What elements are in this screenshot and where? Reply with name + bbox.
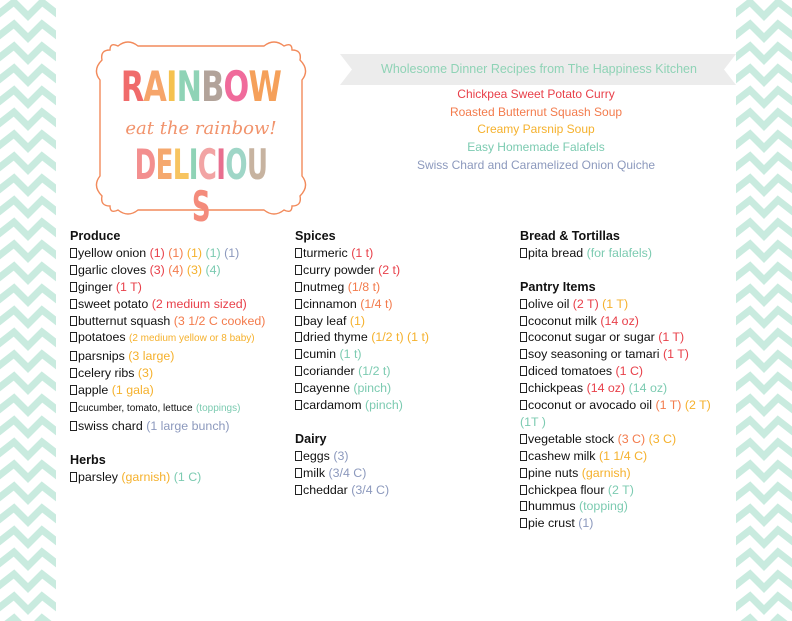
quantity-note: (2 medium yellow or 8 baby) (129, 333, 255, 345)
ingredient-name: pine nuts (528, 465, 579, 480)
chevron-stripe (0, 244, 56, 258)
list-item (520, 363, 732, 380)
section-heading: Herbs (70, 452, 106, 467)
list-item (520, 431, 732, 448)
checkbox[interactable] (70, 351, 77, 361)
checkbox[interactable] (70, 299, 77, 309)
chevron-stripe (736, 222, 792, 236)
quantity-note: (1 gala) (111, 383, 154, 398)
ingredient-name: apple (78, 383, 109, 398)
checkbox[interactable] (70, 368, 77, 378)
checkbox[interactable] (70, 472, 77, 482)
quantity-note: (1) (168, 245, 184, 260)
chevron-stripe (0, 442, 56, 456)
checkbox[interactable] (70, 265, 77, 275)
ingredient-name: cardamom (303, 398, 362, 413)
recipe-list (336, 86, 736, 175)
checkbox[interactable] (295, 383, 302, 393)
ingredient-name: coconut or avocado oil (528, 398, 652, 413)
recipe-title: Easy Homemade Falafels (467, 140, 605, 155)
ingredient-name: turmeric (303, 245, 348, 260)
checkbox[interactable] (70, 332, 77, 342)
quantity-note: (14 oz) (600, 313, 639, 328)
chevron-stripe (0, 552, 56, 566)
quantity-note: (1 t) (339, 347, 362, 362)
list-item (295, 279, 515, 296)
ingredient-name: parsnips (78, 349, 125, 364)
chevron-stripe (736, 442, 792, 456)
quantity-note: (1 T) (602, 296, 629, 311)
ingredient-name: ginger (78, 279, 113, 294)
chevron-stripe (0, 222, 56, 236)
checkbox[interactable] (295, 299, 302, 309)
quantity-note: (14 oz) (586, 381, 626, 396)
quantity-note: (2 medium sized) (151, 296, 247, 311)
ingredient-name: coriander (303, 364, 355, 379)
checkbox[interactable] (295, 316, 302, 326)
chevron-stripe (736, 354, 792, 368)
quantity-note: (1 large bunch) (146, 418, 230, 433)
banner-title: Wholesome Dinner Recipes from The Happiness Kitchen (381, 62, 697, 76)
chevron-stripe (736, 464, 792, 478)
ingredient-name: cayenne (303, 381, 350, 396)
quantity-note: (3) (186, 262, 203, 277)
checkbox[interactable] (295, 265, 302, 275)
rainbow-letter: R (120, 62, 144, 111)
ingredient-name: vegetable stock (528, 431, 615, 446)
ingredient-name: garlic cloves (78, 262, 147, 277)
checkbox[interactable] (70, 421, 77, 431)
chevron-stripe (736, 178, 792, 192)
chevron-stripe (736, 134, 792, 148)
quantity-note: (3) (333, 448, 349, 463)
chevron-stripe (736, 398, 792, 412)
chevron-stripe (0, 596, 56, 610)
ingredient-name: chickpea flour (528, 482, 605, 497)
rainbow-letter: W (248, 62, 282, 111)
rainbow-letter: N (176, 62, 202, 111)
list-item (520, 296, 732, 313)
list-item (70, 348, 290, 365)
list-item (70, 279, 290, 296)
quantity-note: (3/4 C) (351, 482, 390, 497)
checkbox[interactable] (70, 282, 77, 292)
ingredient-name: diced tomatoes (528, 364, 613, 379)
quantity-note: (1/8 t) (347, 279, 381, 294)
chevron-stripe (0, 90, 56, 104)
quantity-note: (pinch) (353, 381, 392, 396)
quantity-note: (1T ) (520, 414, 546, 429)
list-item-continuation (520, 414, 732, 431)
ingredient-name: cumin (303, 347, 337, 362)
chevron-stripe (0, 464, 56, 478)
delicious-letter: I (188, 140, 198, 189)
ingredient-name: bay leaf (303, 313, 347, 328)
chevron-stripe (736, 376, 792, 390)
list-item (295, 482, 515, 499)
quantity-note: (1/2 t) (358, 364, 391, 379)
rainbow-letter: O (223, 62, 249, 111)
ingredient-name: chickpeas (528, 381, 584, 396)
logo-delicious-word (131, 140, 271, 231)
section-heading: Produce (70, 229, 121, 243)
logo-rainbow-word (120, 62, 283, 111)
chevron-stripe (0, 200, 56, 214)
ingredient-name: cinnamon (303, 296, 357, 311)
chevron-stripe (0, 310, 56, 324)
chevron-stripe (736, 552, 792, 566)
ingredient-name: coconut milk (528, 313, 597, 328)
checkbox[interactable] (520, 316, 527, 326)
list-item (70, 329, 290, 348)
chevron-stripe (736, 332, 792, 346)
quantity-note: (14 oz) (628, 381, 668, 396)
delicious-letter: I (216, 140, 226, 189)
quantity-note: (2 T) (684, 398, 711, 413)
ingredient-name: pie crust (528, 516, 575, 531)
checkbox[interactable] (295, 400, 302, 410)
chevron-stripe (736, 266, 792, 280)
delicious-letter: E (155, 140, 173, 189)
list-item (295, 329, 515, 346)
ingredient-name: cheddar (303, 482, 348, 497)
checkbox[interactable] (70, 385, 77, 395)
ingredient-name: parsley (78, 469, 118, 484)
content-area (56, 0, 736, 621)
checkbox[interactable] (520, 485, 527, 495)
ingredient-name: nutmeg (303, 279, 345, 294)
quantity-note: (1) (349, 313, 366, 328)
quantity-note: (1 T) (115, 279, 142, 294)
chevron-stripe (736, 90, 792, 104)
chevron-stripe (0, 2, 56, 16)
ingredient-name: curry powder (303, 262, 375, 277)
delicious-letter: S (191, 182, 211, 231)
quantity-note: (topping) (578, 499, 628, 514)
list-item (70, 296, 290, 313)
chevron-stripe (0, 134, 56, 148)
quantity-note: (3) (149, 262, 165, 277)
ingredient-name: hummus (528, 499, 576, 514)
list-item (520, 380, 732, 397)
chevron-stripe (736, 244, 792, 258)
checkbox[interactable] (295, 366, 302, 376)
chevron-stripe (736, 530, 792, 544)
list-item (295, 380, 515, 397)
list-item (70, 245, 290, 262)
checkbox[interactable] (520, 501, 527, 511)
chevron-stripe (0, 574, 56, 588)
list-item (70, 418, 290, 435)
ingredient-name: swiss chard (78, 418, 143, 433)
checkbox[interactable] (70, 248, 77, 258)
chevron-stripe (736, 24, 792, 38)
list-item (70, 262, 290, 279)
quantity-note: (1 T) (655, 398, 682, 413)
checkbox[interactable] (520, 451, 527, 461)
list-item (520, 313, 732, 330)
recipe-title: Swiss Chard and Caramelized Onion Quiche (416, 157, 656, 172)
chevron-stripe (0, 332, 56, 346)
chevron-stripe (0, 112, 56, 126)
column-spices-dairy (295, 228, 515, 498)
checkbox[interactable] (520, 383, 527, 393)
quantity-note: (garnish) (581, 465, 631, 480)
chevron-stripe (0, 486, 56, 500)
checkbox[interactable] (70, 402, 77, 412)
quantity-note: (1) (224, 245, 240, 260)
list-item (520, 465, 732, 482)
ingredient-name: pita bread (528, 245, 584, 260)
checkbox[interactable] (520, 434, 527, 444)
ingredient-name: cashew milk (528, 448, 596, 463)
checkbox[interactable] (520, 366, 527, 376)
chevron-stripe (736, 486, 792, 500)
checkbox[interactable] (295, 485, 302, 495)
ingredient-name: yellow onion (78, 245, 147, 260)
list-item (520, 397, 732, 414)
chevron-stripe (736, 68, 792, 82)
quantity-note: (1 T) (663, 347, 689, 362)
list-item (520, 515, 732, 532)
section-heading: Pantry Items (520, 279, 596, 294)
quantity-note: (3) (137, 366, 154, 381)
delicious-letter: L (172, 140, 189, 189)
ingredient-name: butternut squash (78, 313, 171, 328)
recipe-title: Roasted Butternut Squash Soup (449, 104, 623, 119)
quantity-note: (1) (205, 245, 221, 260)
quantity-note: (4) (205, 262, 221, 277)
ingredient-name: potatoes (78, 330, 126, 345)
quantity-note: (2 T) (572, 296, 599, 311)
list-item (295, 245, 515, 262)
chevron-stripe (0, 398, 56, 412)
chevron-stripe (0, 354, 56, 368)
delicious-letter: D (134, 140, 156, 189)
quantity-note: (1 C) (615, 364, 644, 379)
list-item (70, 469, 290, 486)
quantity-note: (1 t) (351, 245, 374, 260)
quantity-note: (for falafels) (586, 245, 652, 260)
quantity-note: (1/4 t) (360, 296, 393, 311)
ingredient-name: soy seasoning or tamari (528, 347, 660, 362)
checkbox[interactable] (295, 349, 302, 359)
chevron-stripe (736, 156, 792, 170)
recipe-title: Creamy Parsnip Soup (477, 122, 595, 137)
chevron-border-left (0, 0, 56, 621)
recipe-title: Chickpea Sweet Potato Curry (457, 87, 615, 101)
list-item (520, 245, 732, 262)
section-heading: Dairy (295, 431, 327, 446)
checkbox[interactable] (520, 248, 527, 258)
chevron-stripe (736, 574, 792, 588)
quantity-note: (1) (186, 245, 203, 260)
chevron-stripe (736, 310, 792, 324)
chevron-stripe (0, 68, 56, 82)
chevron-stripe (736, 200, 792, 214)
ingredient-name: celery ribs (78, 366, 135, 381)
chevron-stripe (0, 288, 56, 302)
rainbow-letter: A (143, 62, 167, 111)
ingredient-name: olive oil (528, 296, 570, 311)
chevron-stripe (0, 530, 56, 544)
rainbow-letter: B (201, 62, 224, 111)
list-item (295, 397, 515, 414)
checkbox[interactable] (295, 332, 302, 342)
section-heading: Bread & Tortillas (520, 229, 620, 243)
quantity-note: (3 1/2 C cooked) (173, 313, 266, 328)
ingredient-name: eggs (303, 448, 330, 463)
list-item (295, 296, 515, 313)
rainbow-delicious-logo (88, 40, 314, 231)
checkbox[interactable] (520, 400, 527, 410)
checkbox[interactable] (70, 316, 77, 326)
quantity-note: (1 t) (407, 330, 430, 345)
chevron-stripe (0, 178, 56, 192)
quantity-note: (1) (578, 516, 594, 531)
list-item (295, 346, 515, 363)
delicious-letter: O (225, 140, 247, 189)
list-item (520, 482, 732, 499)
quantity-note: (2 T) (607, 482, 634, 497)
ingredient-name: dried thyme (303, 330, 368, 345)
quantity-note: (3 C) (617, 431, 646, 446)
checkbox[interactable] (295, 282, 302, 292)
quantity-note: (1 1/4 C) (598, 448, 648, 463)
checkbox[interactable] (520, 349, 527, 359)
ingredient-name: coconut sugar or sugar (528, 330, 655, 345)
checkbox[interactable] (295, 451, 302, 461)
chevron-stripe (736, 46, 792, 60)
chevron-stripe (0, 420, 56, 434)
checkbox[interactable] (295, 248, 302, 258)
quantity-note: (4) (168, 262, 184, 277)
chevron-stripe (0, 156, 56, 170)
quantity-note: (3 large) (128, 349, 175, 364)
column-produce-herbs (70, 228, 290, 486)
list-item (520, 329, 732, 346)
ingredient-name: cucumber, tomato, lettuce (78, 403, 193, 415)
list-item (70, 313, 290, 330)
chevron-stripe (736, 112, 792, 126)
checkbox[interactable] (520, 299, 527, 309)
list-item (295, 448, 515, 465)
ingredient-name: sweet potato (78, 296, 149, 311)
quantity-note: (1) (149, 245, 165, 260)
list-item (295, 465, 515, 482)
list-item (70, 399, 290, 418)
quantity-note: (1/2 t) (371, 330, 404, 345)
quantity-note: (1 T) (658, 330, 685, 345)
quantity-note: (toppings) (195, 403, 241, 415)
list-item (70, 382, 290, 399)
quantity-note: (1 C) (173, 469, 202, 484)
title-banner (340, 54, 736, 85)
checkbox[interactable] (295, 468, 302, 478)
quantity-note: (garnish) (121, 469, 171, 484)
column-bread-pantry (520, 228, 732, 532)
checkbox[interactable] (520, 468, 527, 478)
chevron-stripe (736, 288, 792, 302)
rainbow-letter: I (166, 62, 177, 111)
chevron-stripe (0, 376, 56, 390)
quantity-note: (3 C) (648, 431, 677, 446)
list-item (520, 346, 732, 363)
chevron-stripe (0, 266, 56, 280)
checkbox[interactable] (520, 518, 527, 528)
delicious-letter: U (246, 140, 268, 189)
quantity-note: (2 t) (378, 262, 401, 277)
list-item (295, 363, 515, 380)
logo-tagline: eat the rainbow! (125, 118, 277, 139)
section-heading: Spices (295, 229, 336, 243)
chevron-stripe (0, 508, 56, 522)
chevron-stripe (0, 24, 56, 38)
list-item (295, 262, 515, 279)
list-item (70, 365, 290, 382)
list-item (520, 498, 732, 515)
ingredient-name: milk (303, 465, 326, 480)
quantity-note: (pinch) (364, 398, 403, 413)
checkbox[interactable] (520, 332, 527, 342)
chevron-border-right (736, 0, 792, 621)
chevron-stripe (0, 46, 56, 60)
quantity-note: (3/4 C) (328, 465, 367, 480)
chevron-stripe (736, 420, 792, 434)
chevron-stripe (736, 2, 792, 16)
list-item (520, 448, 732, 465)
list-item (295, 313, 515, 330)
delicious-letter: C (197, 140, 217, 189)
chevron-stripe (736, 508, 792, 522)
chevron-stripe (736, 596, 792, 610)
